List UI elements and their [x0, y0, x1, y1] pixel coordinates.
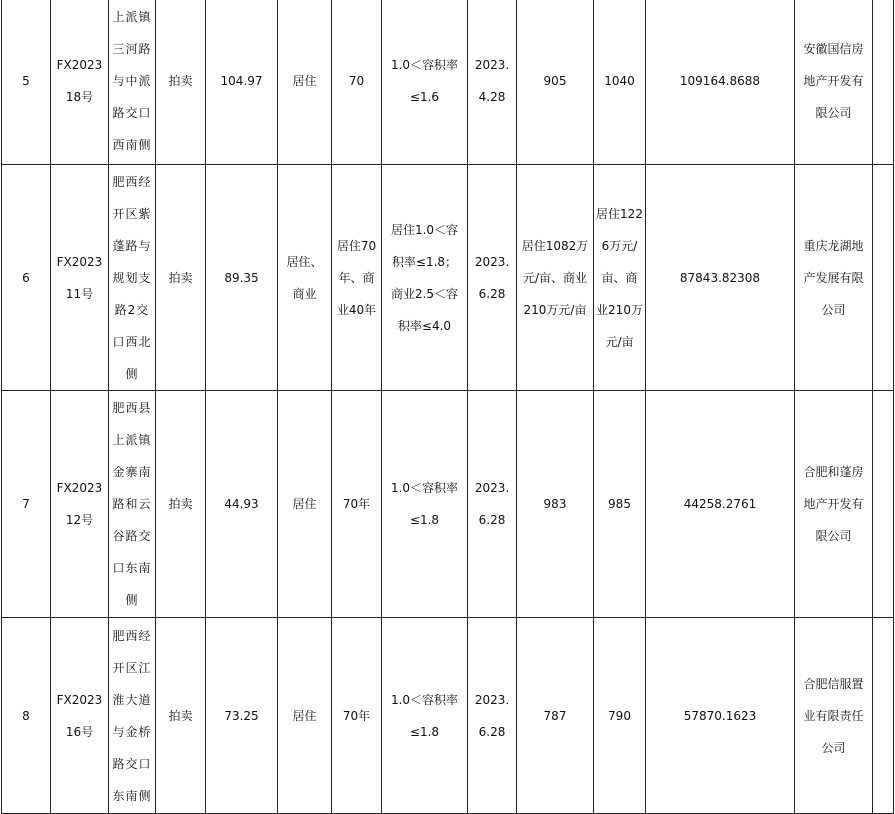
floor-area-ratio: [382, 0, 468, 165]
deal-price: [594, 618, 646, 814]
transaction-date-line: 2023.: [474, 254, 510, 269]
buyer-name-line: 限公司: [815, 106, 852, 120]
use-term-line: 70年: [342, 708, 371, 723]
parcel-location-line: 三河路: [112, 42, 152, 56]
parcel-location-line: 肥西县: [112, 401, 152, 415]
row-number: 5: [2, 0, 51, 165]
use-term: [332, 165, 382, 391]
parcel-location-line: 路交口: [112, 756, 152, 771]
deal-price: [594, 0, 646, 165]
buyer-name-line: 公司: [821, 740, 846, 755]
land-area: 89.35: [206, 165, 278, 391]
use-term-line: 70年: [342, 497, 371, 511]
transaction-date-line: 6.28: [478, 286, 506, 301]
floor-area-ratio-line: 1.0＜容积率: [390, 692, 459, 707]
parcel-location-line: 开区江: [112, 660, 152, 675]
parcel-location-line: 谷路交: [112, 529, 152, 543]
deal-price-line: 985: [608, 497, 631, 511]
parcel-location-line: 蓬路与: [112, 238, 152, 253]
starting-price-line: 905: [543, 74, 567, 88]
parcel-code-line: FX2023: [56, 254, 103, 269]
buyer-name-line: 重庆龙湖地: [803, 238, 864, 253]
parcel-location-line: 肥西经: [112, 174, 152, 189]
transfer-method: 拍卖: [156, 165, 206, 391]
parcel-location-line: 路2交: [114, 302, 150, 317]
use-term: [332, 0, 382, 165]
transaction-date-line: 4.28: [478, 90, 506, 104]
buyer-name: [795, 0, 873, 165]
deal-price-line: 1040: [604, 74, 635, 88]
total-price: 109164.8688: [646, 0, 795, 165]
table-row: [2, 391, 894, 618]
use-term-line: 年、商: [338, 270, 375, 285]
land-use-line: 居住: [292, 74, 317, 88]
deal-price-line: 业210万: [596, 302, 643, 317]
starting-price-line: 983: [543, 497, 567, 511]
starting-price-line: 元/亩、商业: [522, 270, 588, 285]
parcel-location-line: 路交口: [112, 106, 152, 120]
parcel-location-line: 肥西经: [112, 628, 152, 643]
row-number: 6: [2, 165, 51, 391]
table-row: [2, 618, 894, 814]
parcel-location: [109, 391, 156, 618]
use-term: [332, 391, 382, 618]
deal-price-line: 元/亩: [605, 334, 634, 349]
parcel-location-line: 淮大道: [112, 692, 152, 707]
parcel-location-line: 开区紫: [112, 206, 152, 221]
starting-price-line: 210万元/亩: [523, 302, 587, 317]
parcel-code: [51, 0, 109, 165]
buyer-name-line: 业有限责任: [803, 708, 864, 723]
transaction-date-line: 2023.: [474, 481, 510, 495]
deal-price-line: 6万元/: [601, 238, 638, 253]
buyer-name-line: 公司: [821, 302, 846, 317]
floor-area-ratio: [382, 618, 468, 814]
floor-area-ratio: [382, 391, 468, 618]
deal-price: [594, 165, 646, 391]
note-cell: [873, 165, 894, 391]
parcel-location-line: 路和云: [112, 497, 152, 511]
parcel-location-line: 侧: [125, 593, 139, 607]
land-use: [278, 0, 332, 165]
transfer-method: 拍卖: [156, 0, 206, 165]
land-area: 44.93: [206, 391, 278, 618]
transaction-date: [468, 0, 517, 165]
parcel-code-line: FX2023: [56, 481, 103, 495]
transaction-date-line: 6.28: [478, 724, 506, 739]
floor-area-ratio-line: ≤1.6: [409, 90, 440, 104]
buyer-name-line: 产发展有限: [803, 270, 864, 285]
transaction-date: [468, 618, 517, 814]
parcel-location-line: 侧: [125, 366, 139, 381]
parcel-location-line: 东南侧: [112, 788, 152, 803]
deal-price: [594, 391, 646, 618]
parcel-location: [109, 0, 156, 165]
starting-price-line: 787: [543, 708, 567, 723]
parcel-code-line: 11号: [65, 286, 94, 301]
parcel-code-line: 16号: [65, 724, 94, 739]
total-price: 57870.1623: [646, 618, 795, 814]
floor-area-ratio: [382, 165, 468, 391]
transfer-method: 拍卖: [156, 618, 206, 814]
parcel-code-line: FX2023: [56, 692, 103, 707]
buyer-name: [795, 618, 873, 814]
parcel-location-line: 口东南: [112, 561, 152, 575]
transaction-date: [468, 165, 517, 391]
parcel-code: [51, 618, 109, 814]
parcel-location-line: 与金桥: [112, 724, 152, 739]
note-cell: [873, 618, 894, 814]
parcel-code-line: 18号: [65, 90, 94, 104]
parcel-code-line: FX2023: [56, 58, 103, 72]
total-price: 87843.82308: [646, 165, 795, 391]
transfer-method: 拍卖: [156, 391, 206, 618]
buyer-name-line: 合肥和蓬房: [803, 465, 864, 479]
starting-price: [517, 618, 594, 814]
use-term: [332, 618, 382, 814]
deal-price-line: 居住122: [596, 206, 643, 221]
deal-price-line: 亩、商: [601, 270, 638, 285]
note-cell: [873, 391, 894, 618]
floor-area-ratio-line: 商业2.5＜容: [390, 286, 459, 301]
table-row: [2, 165, 894, 391]
parcel-code: [51, 165, 109, 391]
row-number: 7: [2, 391, 51, 618]
land-use: [278, 618, 332, 814]
note-cell: [873, 0, 894, 165]
starting-price-line: 居住1082万: [521, 238, 589, 253]
table-row: [2, 0, 894, 165]
land-use-line: 居住: [292, 497, 317, 511]
parcel-location-line: 西南侧: [112, 138, 152, 152]
land-use-line: 商业: [292, 286, 317, 301]
parcel-location-line: 上派镇: [112, 10, 152, 24]
starting-price: [517, 0, 594, 165]
parcel-location-line: 与中派: [112, 74, 152, 88]
starting-price: [517, 165, 594, 391]
use-term-line: 70: [348, 74, 365, 88]
land-use-line: 居住、: [286, 254, 323, 269]
buyer-name-line: 地产开发有: [803, 497, 864, 511]
land-use: [278, 165, 332, 391]
transaction-date: [468, 391, 517, 618]
land-area: 73.25: [206, 618, 278, 814]
parcel-location-line: 上派镇: [112, 433, 152, 447]
parcel-location: [109, 165, 156, 391]
parcel-location-line: 金寨南: [112, 465, 152, 479]
buyer-name-line: 合肥信服置: [803, 676, 864, 691]
floor-area-ratio-line: 积率≤1.8；: [391, 254, 458, 269]
transaction-date-line: 2023.: [474, 58, 510, 72]
buyer-name-line: 安徽国信房: [803, 42, 864, 56]
parcel-code: [51, 391, 109, 618]
land-use: [278, 391, 332, 618]
floor-area-ratio-line: 积率≤4.0: [397, 318, 452, 333]
deal-price-line: 790: [608, 708, 631, 723]
parcel-location: [109, 618, 156, 814]
buyer-name: [795, 165, 873, 391]
buyer-name-line: 地产开发有: [803, 74, 864, 88]
floor-area-ratio-line: 居住1.0＜容: [390, 222, 459, 237]
buyer-name-line: 限公司: [815, 529, 852, 543]
use-term-line: 业40年: [336, 302, 377, 317]
buyer-name: [795, 391, 873, 618]
land-area: 104.97: [206, 0, 278, 165]
transaction-date-line: 6.28: [478, 513, 506, 527]
floor-area-ratio-line: ≤1.8: [409, 724, 440, 739]
parcel-code-line: 12号: [65, 513, 94, 527]
parcel-location-line: 规划支: [112, 270, 152, 285]
row-number: 8: [2, 618, 51, 814]
transaction-date-line: 2023.: [474, 692, 510, 707]
total-price: 44258.2761: [646, 391, 795, 618]
starting-price: [517, 391, 594, 618]
land-use-line: 居住: [292, 708, 317, 723]
floor-area-ratio-line: 1.0＜容积率: [390, 481, 459, 495]
use-term-line: 居住70: [336, 238, 377, 253]
floor-area-ratio-line: ≤1.8: [409, 513, 440, 527]
land-transaction-table: [1, 0, 894, 814]
floor-area-ratio-line: 1.0＜容积率: [390, 58, 459, 72]
parcel-location-line: 口西北: [112, 334, 152, 349]
